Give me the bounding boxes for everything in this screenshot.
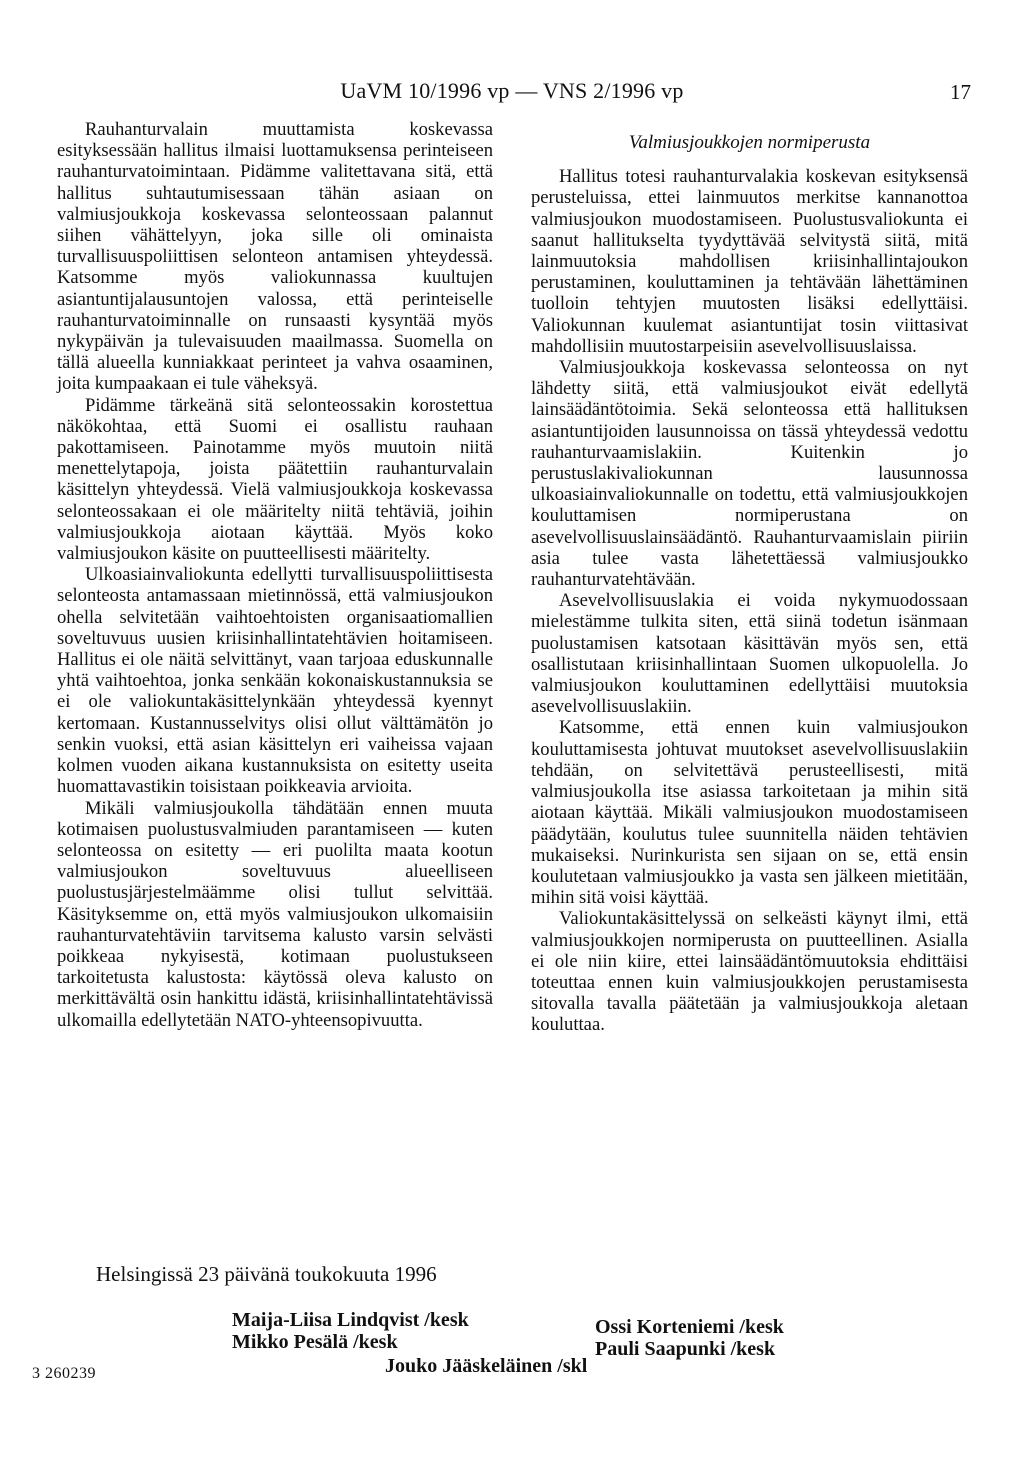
- paragraph: Rauhanturvalain muuttamista koskevassa esityksessään hallitus ilmaisi luottamuksensa perinteiseen rauhanturvatoimintaan. Pidämme valitettavana sitä, että hallitus suhtautumisessaan tähän asiaan on valmiusjoukkoja koskevassa selonteossaan palannut siihen vähättelyyn, joka sille oli ominaista turvallisuuspoliittisen selonteon antamisen yhteydessä. Katsomme myös valiokunnassa kuultujen asiantuntijalausuntojen valossa, että perinteiselle rauhanturvatoiminnalle on runsaasti kysyntää myös nykypäivän ja tulevaisuuden maailmassa. Suomella on tällä alueella kunniakkaat perinteet ja vahva osaaminen, joita kumpaakaan ei tule väheksyä.: [57, 119, 493, 395]
- signature-name: Mikko Pesälä /kesk: [232, 1331, 398, 1353]
- print-code: 3 260239: [32, 1365, 96, 1382]
- document-title: UaVM 10/1996 vp — VNS 2/1996 vp: [340, 78, 684, 103]
- page-header: [0, 78, 1024, 108]
- signature-name: Pauli Saapunki /kesk: [595, 1338, 776, 1360]
- paragraph: Ulkoasiainvaliokunta edellytti turvallisuuspoliittisesta selonteosta antamassaan mietinnössä, että valmiusjoukon ohella selvitetään vaihtoehtoisten organisaatiomallien soveltuvuus uusien kriisinhallintatehtävien hoitamiseen. Hallitus ei ole näitä selvittänyt, vaan tarjoaa eduskunnalle yhtä vaihtoehtoa, jonka senkään kokonaiskustannuksia se ei ole valiokuntakäsittelynkään yhteydessä kyennyt kertomaan. Kustannusselvitys olisi ollut välttämätön jo senkin vuoksi, että asian käsittelyn eri vaiheissa vajaan kolmen vuoden aikana kustannuksista on esitetty useita huomattavastikin toisistaan poikkeavia arvioita.: [57, 564, 493, 798]
- signature-block-left: [232, 1309, 469, 1353]
- place-date: Helsingissä 23 päivänä toukokuuta 1996: [96, 1262, 437, 1286]
- paragraph: Pidämme tärkeänä sitä selonteossakin korostettua näkökohtaa, että Suomi ei osallistu rauhaan pakottamiseen. Painotamme myös muutoin niitä menettelytapoja, joista päätettiin rauhanturvalain käsittelyn yhteydessä. Vielä valmiusjoukkoja koskevassa selonteossakaan ei ole määritelty niitä tehtäviä, joihin valmiusjoukkoja aiotaan käyttää. Myös koko valmiusjoukon käsite on puutteellisesti määritelty.: [57, 394, 493, 565]
- paragraph: Mikäli valmiusjoukolla tähdätään ennen muuta kotimaisen puolustusvalmiuden parantamiseen — kuten selonteossa on esitetty — eri puolilta maata kootun valmiusjoukon soveltuvuus alueelliseen puolustusjärjestelmäämme olisi tullut selvittää. Käsityksemme on, että myös valmiusjoukon ulkomaisiin rauhanturvatehtäviin tarvitsema kalusto varsin selvästi poikkeaa nykyisestä, kotimaan puolustukseen tarkoitetusta kalustosta: käytössä oleva kalusto on merkittävältä osin hankittu idästä, kriisinhallintatehtävissä ulkomailla edellytetään NATO-yhteensopivuutta.: [57, 797, 493, 1031]
- paragraph: Valmiusjoukkoja koskevassa selonteossa on nyt lähdetty siitä, että valmiusjoukot eivät edellytä lainsäädäntötoimia. Sekä selonteossa että hallituksen asiantuntijoiden lausunnoissa on tässä yhteydessä vedottu rauhanturvaamislakiin. Kuitenkin jo perustuslakivaliokunnan lausunnossa ulkoasiainvaliokunnalle on todettu, että valmiusjoukkojen kouluttamisen normiperustana on asevelvollisuuslainsäädäntö. Rauhanturvaamislain piiriin asia tulee vasta lähetettäessä valmiusjoukko rauhanturvatehtävään.: [531, 357, 968, 591]
- right-column: [531, 119, 968, 1036]
- section-heading: Valmiusjoukkojen normiperusta: [628, 132, 871, 153]
- signature-block-right: [595, 1316, 784, 1360]
- paragraph: Asevelvollisuuslakia ei voida nykymuodossaan mielestämme tulkita siten, että siinä todetun isänmaan puolustamisen katsotaan käsittävän myös sen, että osallistutaan kriisinhallintaan Suomen ulkopuolella. Jo valmiusjoukon kouluttaminen edellyttäisi muutoksia asevelvollisuuslakiin.: [531, 590, 968, 718]
- paragraph: Valiokuntakäsittelyssä on selkeästi käynyt ilmi, että valmiusjoukkojen normiperusta on puutteellinen. Asialla ei ole niin kiire, ettei lainsäädäntömuutoksia ehdittäisi toteuttaa ennen kuin valmiusjoukkojen perustamisesta sitovalla tavalla päätetään ja valmiusjoukkoja aletaan kouluttaa.: [531, 908, 968, 1036]
- left-column: [57, 119, 493, 1031]
- paragraph: Katsomme, että ennen kuin valmiusjoukon kouluttamisesta johtuvat muutokset asevelvollisuuslakiin tehdään, on selvitettävä perusteellisesti, mitä valmiusjoukolla itse asiassa tarkoitetaan ja mihin sitä aiotaan käyttää. Mikäli valmiusjoukon muodostamiseen päädytään, koulutus tulee suunnitella näiden tehtävien mukaiseksi. Nurinkurista sen sijaan on se, että ensin koulutetaan valmiusjoukko ja vasta sen jälkeen mietitään, mihin sitä voisi käyttää.: [531, 717, 968, 909]
- paragraph: Hallitus totesi rauhanturvalakia koskevan esityksensä perusteluissa, ettei lainmuutos merkitse kannanottoa valmiusjoukon muodostamiseen. Puolustusvaliokunta ei saanut hallitukselta tyydyttävää selvitystä siitä, mitä lainmuutoksia mahdollisen kriisinhallintajoukon perustaminen, kouluttaminen ja tehtävään lähettäminen tuolloin tehtyjen muutosten lisäksi edellyttäisi. Valiokunnan kuulemat asiantuntijat tosin viittasivat mahdollisiin muutostarpeisiin asevelvollisuuslaissa.: [531, 166, 968, 357]
- signature-name: Ossi Korteniemi /kesk: [595, 1316, 784, 1338]
- signature-center: Jouko Jääskeläinen /skl: [385, 1355, 588, 1377]
- signature-name: Maija-Liisa Lindqvist /kesk: [232, 1309, 469, 1331]
- page-number: 17: [950, 80, 971, 104]
